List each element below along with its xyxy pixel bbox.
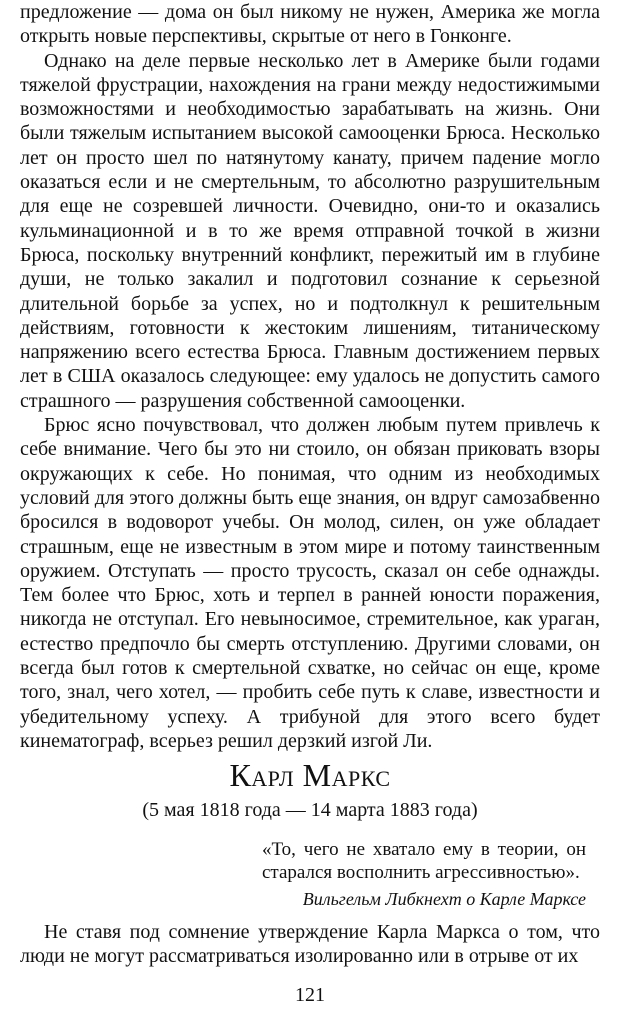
paragraph: Однако на деле первые несколько лет в Америке были годами тяжелой фрустрации, нахождения на грани между недостижимыми возможностями и необходимостью зарабатывать на жизнь. Они были тяжелым испытанием высокой самооценки Брюса. Несколько лет он просто шел по натянутому канату, причем падение могло оказаться если и не смертельным, то абсолютно разрушительным для еще не созревшей личности. Очевидно, они-то и оказались кульминационной и в то же время отправной точкой в жизни Брюса, поскольку внутренний конфликт, пережитый им в глубине души, не только закалил и подготовил сознание к серьезной длительной борьбе за успех, но и подтолкнул к решительным действиям, готовности к жестоким лишениям, титаническому напряжению всего естества Брюса. Главным достижением первых лет в США оказалось следующее: ему удалось не допустить самого страшного — разрушения собственной самооценки. xyxy=(20,49,600,412)
paragraph: Не ставя под сомнение утверждение Карла Маркса о том, что люди не могут рассматриваться изолированно или в отрыве от их xyxy=(20,921,600,967)
section-dates: (5 мая 1818 года — 14 марта 1883 года) xyxy=(142,799,478,821)
paragraph: Брюс ясно почувствовал, что должен любым путем привлечь к себе внимание. Чего бы это ни стоило, он обязан приковать взоры окружающих к себе. Но понимая, что одним из необходимых условий для этого должны быть еще знания, он вдруг самозабвенно бросился в водоворот учебы. Он молод, силен, он уже обладает страшным, еще не известным в этом мире и потому таинственным оружием. Отступать — просто трусость, сказал он себе однажды. Тем более что Брюс, хоть и терпел в ранней юности поражения, никогда не отступал. Его невыносимое, стремительное, как ураган, естество предпочло бы смерть отступлению. Другими словами, он всегда был готов к смертельной схватке, но сейчас он еще, кроме того, знал, чего хотел, — пробить себе путь к славе, известности и убедительному успеху. А трибуной для этого всего будет кинематограф, всерьез решил дерзкий изгой Ли. xyxy=(20,414,600,752)
epigraph-quote: «То, чего не хватало ему в теории, он старался восполнить агрессивностью». xyxy=(262,839,586,883)
paragraph-continued: предложение — дома он был никому не нужен, Америка же могла открыть новые перспективы, скрытые от него в Гонконге. xyxy=(20,1,600,48)
page-number: 121 xyxy=(295,984,325,1006)
epigraph-author: Вильгельм Либкнехт о Карле Марксе xyxy=(302,889,586,909)
section-body xyxy=(20,920,600,968)
main-text xyxy=(20,0,600,753)
epigraph xyxy=(262,838,586,911)
section-title: Карл Маркс xyxy=(229,757,391,793)
